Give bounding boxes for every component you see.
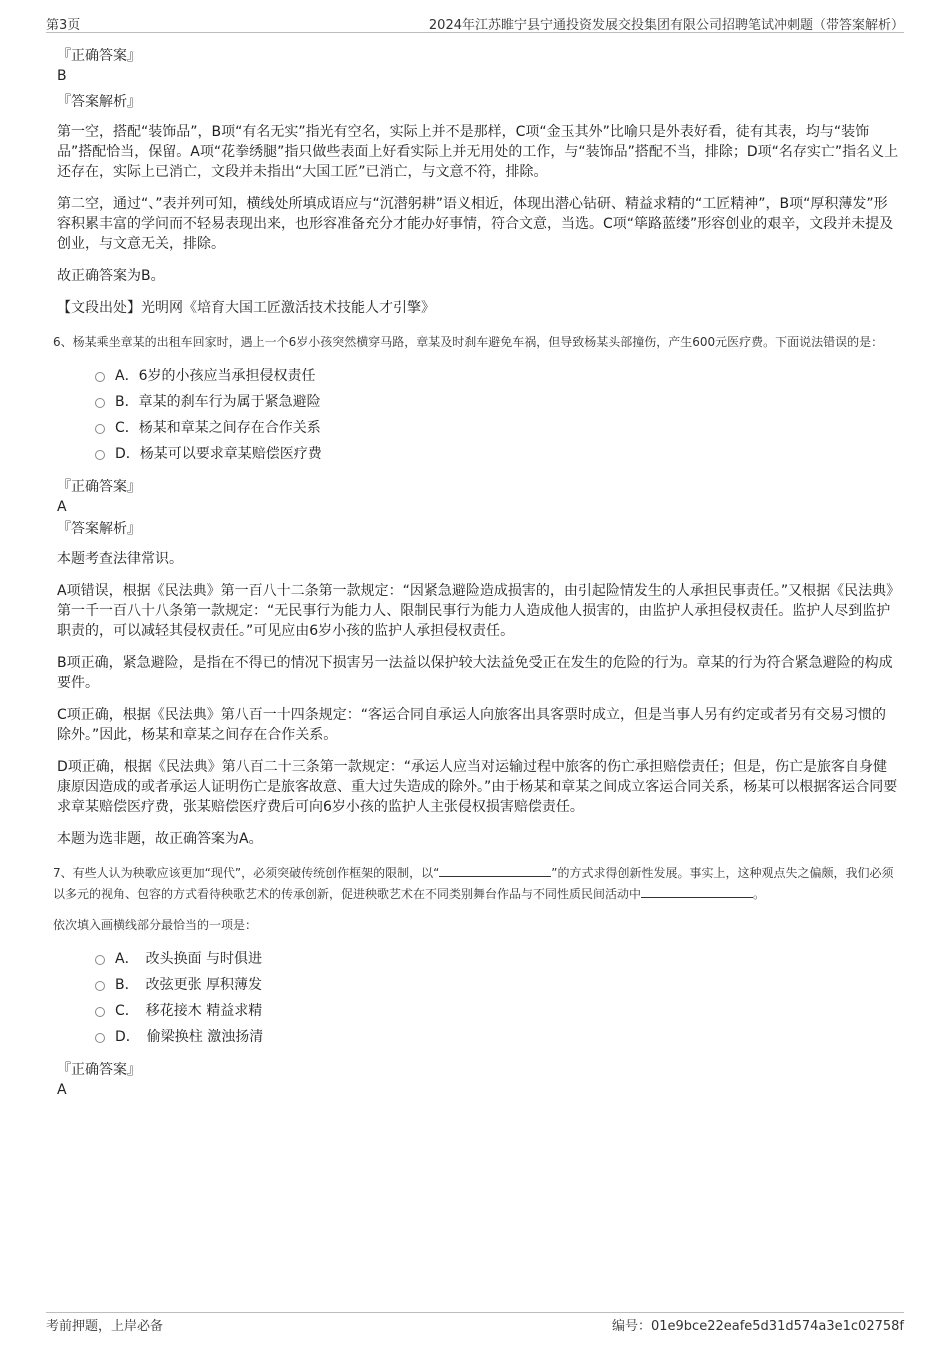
answer-block-q5 [57,46,899,318]
analysis-paragraph: D项正确，根据《民法典》第八百二十三条第一款规定：“承运人应当对运输过程中旅客的伤亡承担赔偿责任；但是，伤亡是旅客自身健康原因造成的或者承运人证明伤亡是旅客故意、重大过失造成的除外。”由于杨某和章某之间成立客运合同关系，杨某可以根据客运合同要求章某赔偿医疗费，张某赔偿医疗费后可向6岁小孩的监护人主张侵权损害赔偿责任。 [57,759,898,815]
question-text: 6、杨某乘坐章某的出租车回家时，遇上一个6岁小孩突然横穿马路，章某及时刹车避免车祸，但导致杨某头部撞伤，产生600元医疗费。下面说法错误的是： [53,335,884,349]
analysis-paragraph: B项正确，紧急避险，是指在不得已的情况下损害另一法益以保护较大法益免受正在发生的危险的行为。章某的行为符合紧急避险的构成要件。 [57,655,893,691]
analysis-paragraph: 第二空，通过“、”表并列可知，横线处所填成语应与“沉潜躬耕”语义相近，体现出潜心钻研、精益求精的“工匠精神”，B项“厚积薄发”形容积累丰富的学问而不轻易表现出来，也形容准备充分才能办好事情，符合文意，当选。C项“筚路蓝缕”形容创业的艰辛，文段并未提及创业，与文意无关，排除。 [57,196,894,252]
radio-icon[interactable] [95,398,105,408]
radio-icon[interactable] [95,955,105,965]
correct-answer: A [57,1082,67,1098]
option-c[interactable] [95,998,899,1024]
footer-slogan: 考前押题，上岸必备 [46,1319,164,1334]
document-id: 编号：01e9bce22eafe5d31d574a3e1c02758f [611,1319,904,1334]
option-label: B．章某的刹车行为属于紧急避险 [115,394,321,410]
option-c[interactable] [95,415,899,441]
option-b[interactable] [95,972,899,998]
option-a[interactable] [95,946,899,972]
radio-icon[interactable] [95,450,105,460]
correct-answer-label: 『正确答案』 [57,479,141,495]
radio-icon[interactable] [95,981,105,991]
question-prompt: 依次填入画横线部分最恰当的一项是： [53,918,258,932]
question-7 [53,863,899,1100]
radio-icon[interactable] [95,1007,105,1017]
option-label: A．6岁的小孩应当承担侵权责任 [115,368,316,384]
options-list [95,363,899,467]
option-a[interactable] [95,363,899,389]
options-list [95,946,899,1050]
fill-blank [641,885,753,898]
page-header [46,12,904,33]
option-d[interactable] [95,1024,899,1050]
analysis-paragraph: 故正确答案为B。 [57,268,165,284]
analysis-paragraph: C项正确，根据《民法典》第八百一十四条规定：“客运合同自承运人向旅客出具客票时成立，但是当事人另有约定或者另有交易习惯的除外。”因此，杨某和章某之间存在合作关系。 [57,707,887,743]
correct-answer: B [57,68,67,84]
page-number: 第3页 [46,18,81,33]
radio-icon[interactable] [95,372,105,382]
analysis-conclusion: 本题为选非题，故正确答案为A。 [57,831,263,847]
analysis-paragraph: 第一空，搭配“装饰品”，B项“有名无实”指光有空名，实际上并不是那样，C项“金玉其外”比喻只是外表好看，徒有其表，均与“装饰品”搭配恰当，保留。A项“花拳绣腿”指只做些表面上好看实际上并无用处的工作，与“装饰品”搭配不当，排除；D项“名存实亡”指名义上还存在，实际上已消亡，文段并未指出“大国工匠”已消亡，与文意不符，排除。 [57,124,899,180]
option-label: B． 改弦更张 厚积薄发 [115,977,263,993]
analysis-label: 『答案解析』 [57,521,141,537]
option-d[interactable] [95,441,899,467]
correct-answer-label: 『正确答案』 [57,48,141,64]
page-footer [46,1312,904,1333]
question-6 [53,332,899,849]
document-title: 2024年江苏睢宁县宁通投资发展交投集团有限公司招聘笔试冲刺题（带答案解析） [428,18,904,33]
option-label: D． 偷梁换柱 激浊扬清 [115,1029,264,1045]
option-label: C．杨某和章某之间存在合作关系 [115,420,321,436]
analysis-label: 『答案解析』 [57,94,141,110]
correct-answer: A [57,499,67,515]
option-b[interactable] [95,389,899,415]
option-label: D．杨某可以要求章某赔偿医疗费 [115,446,322,462]
radio-icon[interactable] [95,1033,105,1043]
analysis-paragraph: A项错误，根据《民法典》第一百八十二条第一款规定：“因紧急避险造成损害的，由引起险情发生的人承担民事责任。”又根据《民法典》第一千一百八十八条第一款规定：“无民事行为能力人、限制民事行为能力人造成他人损害的，由监护人承担侵权责任。监护人尽到监护职责的，可以减轻其侵权责任。”可见应由6岁小孩的监护人承担侵权责任。 [57,583,894,639]
correct-answer-label: 『正确答案』 [57,1062,141,1078]
source-note: 【文段出处】光明网《培育大国工匠激活技术技能人才引擎》 [57,300,435,316]
option-label: A． 改头换面 与时俱进 [115,951,263,967]
fill-blank [439,864,551,877]
document-body [53,46,899,1106]
analysis-paragraph: 本题考查法律常识。 [57,551,183,567]
radio-icon[interactable] [95,424,105,434]
question-text: 7、有些人认为秧歌应该更加“现代”，必须突破传统创作框架的限制，以“ ”的方式求得创新性发展。事实上，这种观点失之偏颇，我们必须以多元的视角、包容的方式看待秧歌艺术的传承创新，促进秧歌艺术在不同类别舞台作品与不同性质民间活动中 。 [53,866,894,901]
option-label: C． 移花接木 精益求精 [115,1003,263,1019]
